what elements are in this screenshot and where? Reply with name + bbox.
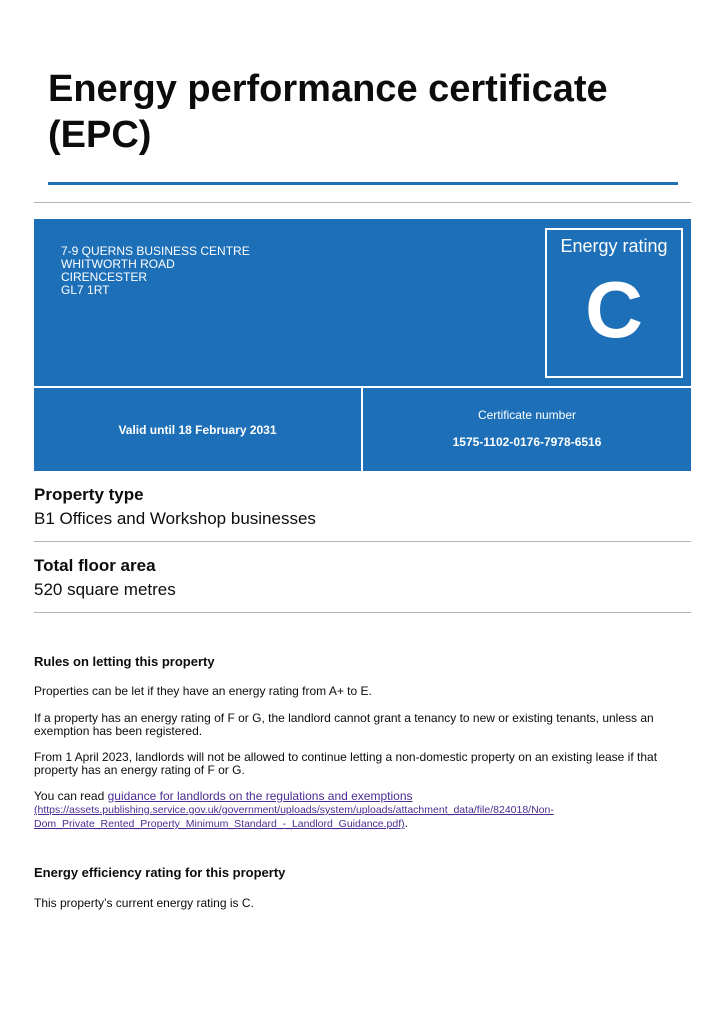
title-underline (48, 182, 678, 185)
floor-area-heading: Total floor area (34, 556, 156, 575)
certificate-number: 1575-1102-0176-7978-6516 (452, 435, 602, 449)
floor-area-value: 520 square metres (34, 580, 176, 599)
guidance-suffix: . (404, 816, 408, 830)
energy-rating-letter: C (585, 265, 643, 354)
address-line-3: CIRENCESTER (61, 270, 148, 284)
address-line-2: WHITWORTH ROAD (61, 257, 175, 271)
efficiency-rating-heading: Energy efficiency rating for this property (34, 865, 286, 880)
letting-rules-paragraph-1: Properties can be let if they have an energy rating from A+ to E. (34, 684, 372, 698)
letting-rules-paragraph-2: If a property has an energy rating of F or G, the landlord cannot grant a tenancy to new or existing tenants, unless an exemption has been registered. (34, 711, 654, 738)
efficiency-rating-text: This property’s current energy rating is C. (34, 896, 254, 910)
guidance-prefix: You can read (34, 789, 108, 803)
guidance-link-url[interactable]: (https://assets.publishing.service.gov.uk/government/uploads/system/uploads/attachment_data/file/824018/Non-Dom_Private_Rented_Property_Minimum_Standard_-_Landlord_Guidance.pdf) (34, 804, 554, 830)
address-line-1: 7-9 QUERNS BUSINESS CENTRE (61, 244, 250, 258)
address-postcode: GL7 1RT (61, 283, 110, 297)
certificate-number-label: Certificate number (477, 408, 577, 422)
floor-area-divider (34, 612, 691, 613)
header-divider (34, 202, 691, 203)
energy-rating-box (545, 228, 683, 378)
letting-rules-heading: Rules on letting this property (34, 654, 215, 669)
page-title: Energy performance certificate (EPC) (48, 68, 608, 156)
property-type-heading: Property type (34, 485, 144, 504)
guidance-link[interactable]: guidance for landlords on the regulations and exemptions (107, 789, 413, 803)
property-type-value: B1 Offices and Workshop businesses (34, 509, 316, 528)
valid-until: Valid until 18 February 2031 (118, 422, 277, 437)
energy-rating-label: Energy rating (560, 236, 668, 256)
letting-rules-paragraph-3: From 1 April 2023, landlords will not be allowed to continue letting a non-domestic property on an existing lease if that property has an energy rating of F or G. (34, 750, 658, 777)
certificate-number-cell (363, 388, 691, 471)
letting-rules-paragraph-4 (34, 790, 674, 831)
property-address (61, 245, 250, 297)
epc-summary-panel (34, 219, 691, 471)
property-type-divider (34, 541, 691, 542)
